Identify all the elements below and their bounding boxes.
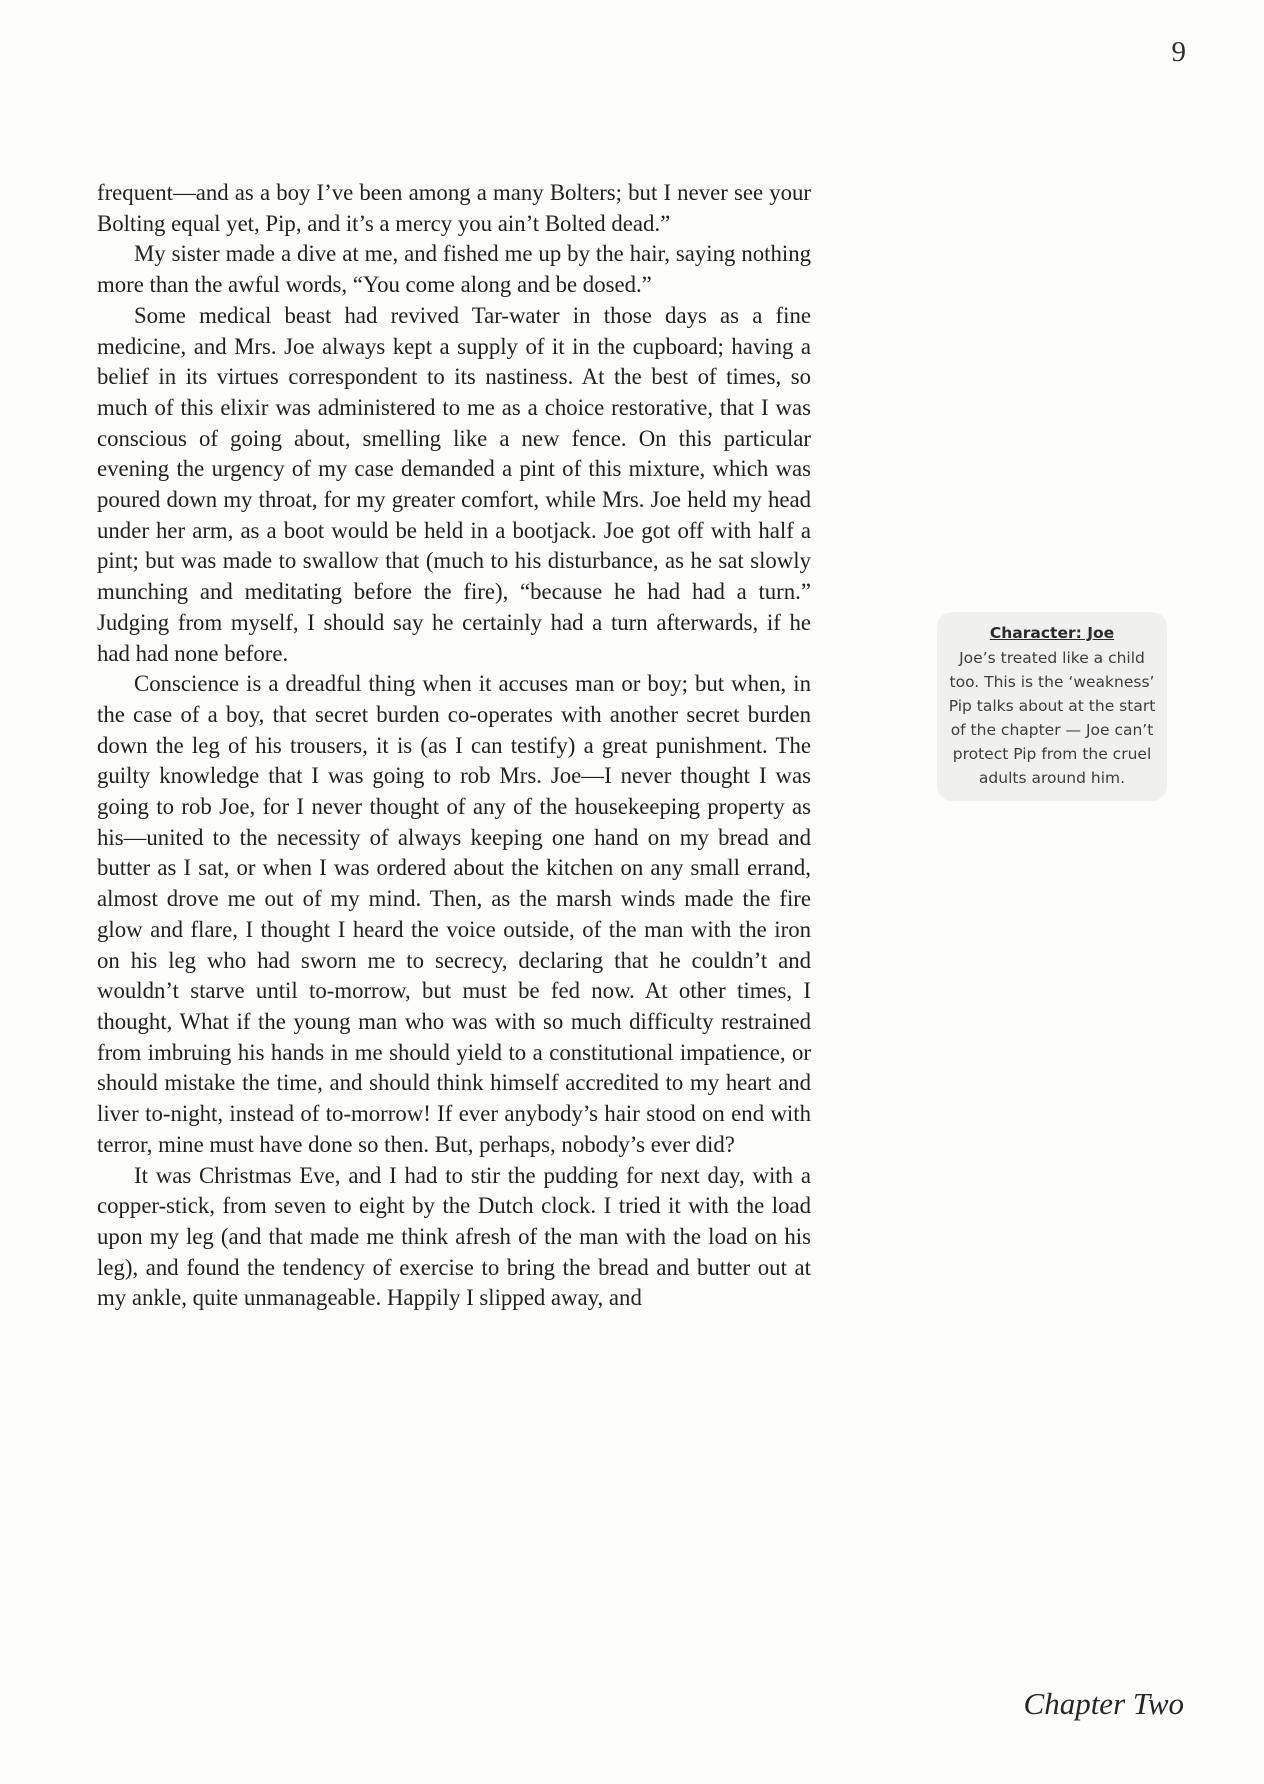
chapter-footer: Chapter Two <box>1023 1686 1184 1721</box>
paragraph-continued: frequent—and as a boy I’ve been among a many Bolters; but I never see your Bolting equal yet, Pip, and it’s a mercy you ain’t Bolted dead.” <box>97 180 811 236</box>
paragraph: It was Christmas Eve, and I had to stir the pudding for next day, with a copper-stick, from seven to eight by the Dutch clock. I tried it with the load upon my leg (and that made me think afresh of the man with the load on his leg), and found the tendency of exercise to bring the bread and butter out at my ankle, quite unmanageable. Happily I slipped away, and <box>97 1162 811 1311</box>
note-text: Joe’s treated like a child too. This is the ‘weakness’ Pip talks about at the start of the chapter — Joe can’t protect Pip from the cruel adults around him. <box>948 649 1156 787</box>
paragraph: Conscience is a dreadful thing when it accuses man or boy; but when, in the case of a boy, that secret burden co-operates with another secret burden down the leg of his trousers, it is (as I can testify) a great punishment. The guilty knowledge that I was going to rob Mrs. Joe—I never thought I was going to rob Joe, for I never thought of any of the housekeeping property as his—united to the necessity of always keeping one hand on my bread and butter as I sat, or when I was ordered about the kitchen on any small errand, almost drove me out of my mind. Then, as the marsh winds made the fire glow and flare, I thought I heard the voice outside, of the man with the iron on his leg who had sworn me to secrecy, declaring that he couldn’t and wouldn’t starve until to-morrow, but must be fed now. At other times, I thought, What if the young man who was with so much difficulty restrained from imbruing his hands in me should yield to a constitutional impatience, or should mistake the time, and should think himself accredited to my heart and liver to-night, instead of to-morrow! If ever anybody’s hair stood on end with terror, mine must have done so then. But, perhaps, nobody’s ever did? <box>97 671 811 1157</box>
note-title: Character: Joe <box>989 624 1115 642</box>
annotation-note-box <box>937 612 1167 801</box>
paragraph: Some medical beast had revived Tar-water in those days as a fine medicine, and Mrs. Joe always kept a supply of it in the cupboard; having a belief in its virtues correspondent to its nastiness. At the best of times, so much of this elixir was administered to me as a choice restorative, that I was conscious of going about, smelling like a new fence. On this particular evening the urgency of my case demanded a pint of this mixture, which was poured down my throat, for my greater comfort, while Mrs. Joe held my head under her arm, as a boot would be held in a bootjack. Joe got off with half a pint; but was made to swallow that (much to his disturbance, as he sat slowly munching and meditating before the fire), “because he had had a turn.” Judging from myself, I should say he certainly had a turn afterwards, if he had had none before. <box>97 302 811 666</box>
body-text-column <box>97 178 811 1314</box>
page-number: 9 <box>1171 36 1186 68</box>
paragraph: My sister made a dive at me, and fished me up by the hair, saying nothing more than the awful words, “You come along and be dosed.” <box>97 241 811 298</box>
